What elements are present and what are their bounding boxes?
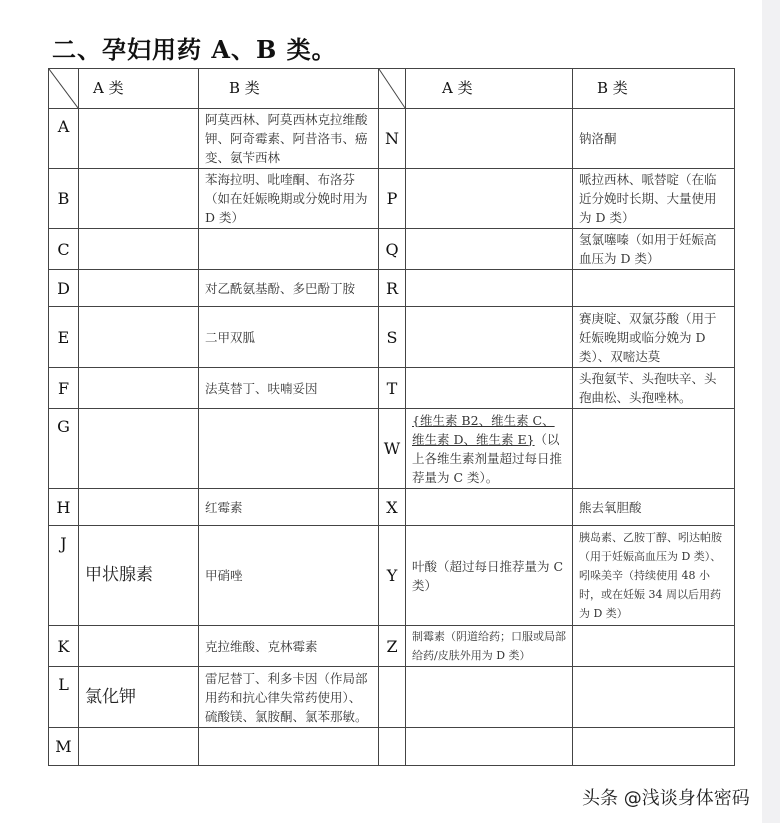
table-row bbox=[49, 728, 735, 766]
cell-category-b-left: 法莫替丁、呋喃妥因 bbox=[199, 368, 379, 409]
row-letter-left: D bbox=[49, 270, 79, 307]
cell-category-b-left bbox=[199, 229, 379, 270]
row-letter-right: P bbox=[379, 169, 406, 229]
cell-category-a-right bbox=[406, 728, 573, 766]
cell-category-a-right bbox=[406, 109, 573, 169]
row-letter-left: M bbox=[49, 728, 79, 766]
cell-category-b-right bbox=[573, 409, 735, 489]
cell-category-b-left: 甲硝唑 bbox=[199, 526, 379, 626]
row-letter-right: Q bbox=[379, 229, 406, 270]
underlined-vitamin-list: {维生素 B2、维生素 C、维生素 D、维生素 E} bbox=[412, 412, 555, 447]
table-row bbox=[49, 626, 735, 667]
cell-category-a-left bbox=[79, 728, 199, 766]
cell-category-b-left: 红霉素 bbox=[199, 489, 379, 526]
table-row bbox=[49, 526, 735, 626]
cell-category-a-left bbox=[79, 270, 199, 307]
cell-category-a-left bbox=[79, 109, 199, 169]
cell-category-b-right: 赛庚啶、双氯芬酸（用于妊娠晚期或临分娩为 D 类）、双嘧达莫 bbox=[573, 307, 735, 368]
header-b-right: B 类 bbox=[573, 69, 735, 109]
cell-category-b-right bbox=[573, 728, 735, 766]
cell-category-a-right bbox=[406, 409, 573, 489]
row-letter-right: S bbox=[379, 307, 406, 368]
table-row bbox=[49, 409, 735, 489]
table-row bbox=[49, 667, 735, 728]
cell-category-b-left bbox=[199, 409, 379, 489]
cell-category-a-right: 制霉素（阴道给药；口服或局部给药/皮肤外用为 D 类） bbox=[406, 626, 573, 667]
cell-category-b-right bbox=[573, 270, 735, 307]
row-letter-left: L bbox=[49, 667, 79, 728]
row-letter-right: Z bbox=[379, 626, 406, 667]
cell-category-b-right bbox=[573, 626, 735, 667]
row-letter-left: H bbox=[49, 489, 79, 526]
cell-category-b-left: 克拉维酸、克林霉素 bbox=[199, 626, 379, 667]
cell-category-b-right: 哌拉西林、哌替啶（在临近分娩时长期、大量使用为 D 类） bbox=[573, 169, 735, 229]
cell-category-b-right: 钠洛酮 bbox=[573, 109, 735, 169]
cell-category-b-left: 苯海拉明、吡喹酮、布洛芬（如在妊娠晚期或分娩时用为 D 类） bbox=[199, 169, 379, 229]
table-row bbox=[49, 229, 735, 270]
cell-category-a-right bbox=[406, 667, 573, 728]
row-letter-right: R bbox=[379, 270, 406, 307]
row-letter-right: X bbox=[379, 489, 406, 526]
table-row bbox=[49, 489, 735, 526]
row-letter-right: W bbox=[379, 409, 406, 489]
row-letter-left: A bbox=[49, 109, 79, 169]
table-row bbox=[49, 169, 735, 229]
header-a-left: A 类 bbox=[79, 69, 199, 109]
cell-category-b-left: 雷尼替丁、利多卡因（作局部用药和抗心律失常药使用）、硫酸镁、氯胺酮、氯苯那敏。 bbox=[199, 667, 379, 728]
table-row bbox=[49, 270, 735, 307]
cell-category-b-left bbox=[199, 728, 379, 766]
page-title: 二、孕妇用药 A、B 类。 bbox=[52, 35, 337, 64]
cell-category-a-right bbox=[406, 368, 573, 409]
cell-category-a-left bbox=[79, 229, 199, 270]
row-letter-left: C bbox=[49, 229, 79, 270]
cell-category-b-left: 阿莫西林、阿莫西林克拉维酸钾、阿奇霉素、阿昔洛韦、癌变、氨苄西林 bbox=[199, 109, 379, 169]
watermark: 头条 @浅谈身体密码 bbox=[582, 788, 750, 809]
cell-category-b-right: 胰岛素、乙胺丁醇、吲达帕胺（用于妊娠高血压为 D 类）、吲哚美辛（持续使用 48 小时，或在妊娠 34 周以后用药为 D 类） bbox=[573, 526, 735, 626]
cell-category-b-right: 氢氯噻嗪（如用于妊娠高血压为 D 类） bbox=[573, 229, 735, 270]
cell-category-a-left bbox=[79, 489, 199, 526]
cell-category-a-right bbox=[406, 270, 573, 307]
row-letter-left: K bbox=[49, 626, 79, 667]
header-row bbox=[49, 69, 735, 109]
table-row bbox=[49, 109, 735, 169]
row-letter-right bbox=[379, 728, 406, 766]
cell-category-a-left bbox=[79, 626, 199, 667]
diagonal-header-cell bbox=[49, 69, 79, 109]
cell-category-a-right bbox=[406, 489, 573, 526]
cell-category-b-left: 对乙酰氨基酚、多巴酚丁胺 bbox=[199, 270, 379, 307]
row-letter-right: Y bbox=[379, 526, 406, 626]
table-row bbox=[49, 307, 735, 368]
cell-category-a-right: 叶酸（超过每日推荐量为 C 类） bbox=[406, 526, 573, 626]
row-letter-left: E bbox=[49, 307, 79, 368]
row-letter-right bbox=[379, 667, 406, 728]
cell-category-a-right bbox=[406, 307, 573, 368]
cell-category-b-right bbox=[573, 667, 735, 728]
table-row bbox=[49, 368, 735, 409]
row-letter-left: F bbox=[49, 368, 79, 409]
cell-category-a-left bbox=[79, 409, 199, 489]
cell-category-b-right: 头孢氨苄、头孢呋辛、头孢曲松、头孢唑林。 bbox=[573, 368, 735, 409]
page-margin bbox=[762, 0, 780, 823]
vitamin-note: （以上各维生素剂量超过每日推荐量为 C 类）。 bbox=[412, 431, 563, 485]
row-letter-left: G bbox=[49, 409, 79, 489]
row-letter-right: N bbox=[379, 109, 406, 169]
header-b-left: B 类 bbox=[199, 69, 379, 109]
header-a-right: A 类 bbox=[406, 69, 573, 109]
row-letter-left: B bbox=[49, 169, 79, 229]
cell-category-a-left bbox=[79, 307, 199, 368]
cell-category-b-right: 熊去氧胆酸 bbox=[573, 489, 735, 526]
cell-category-a-left: 甲状腺素 bbox=[79, 526, 199, 626]
cell-category-a-left bbox=[79, 169, 199, 229]
cell-category-a-right bbox=[406, 229, 573, 270]
cell-category-a-left: 氯化钾 bbox=[79, 667, 199, 728]
cell-category-a-left bbox=[79, 368, 199, 409]
row-letter-left: J bbox=[49, 526, 79, 626]
cell-category-b-left: 二甲双胍 bbox=[199, 307, 379, 368]
drug-category-table bbox=[48, 68, 735, 766]
diagonal-header-cell bbox=[379, 69, 406, 109]
row-letter-right: T bbox=[379, 368, 406, 409]
cell-category-a-right bbox=[406, 169, 573, 229]
